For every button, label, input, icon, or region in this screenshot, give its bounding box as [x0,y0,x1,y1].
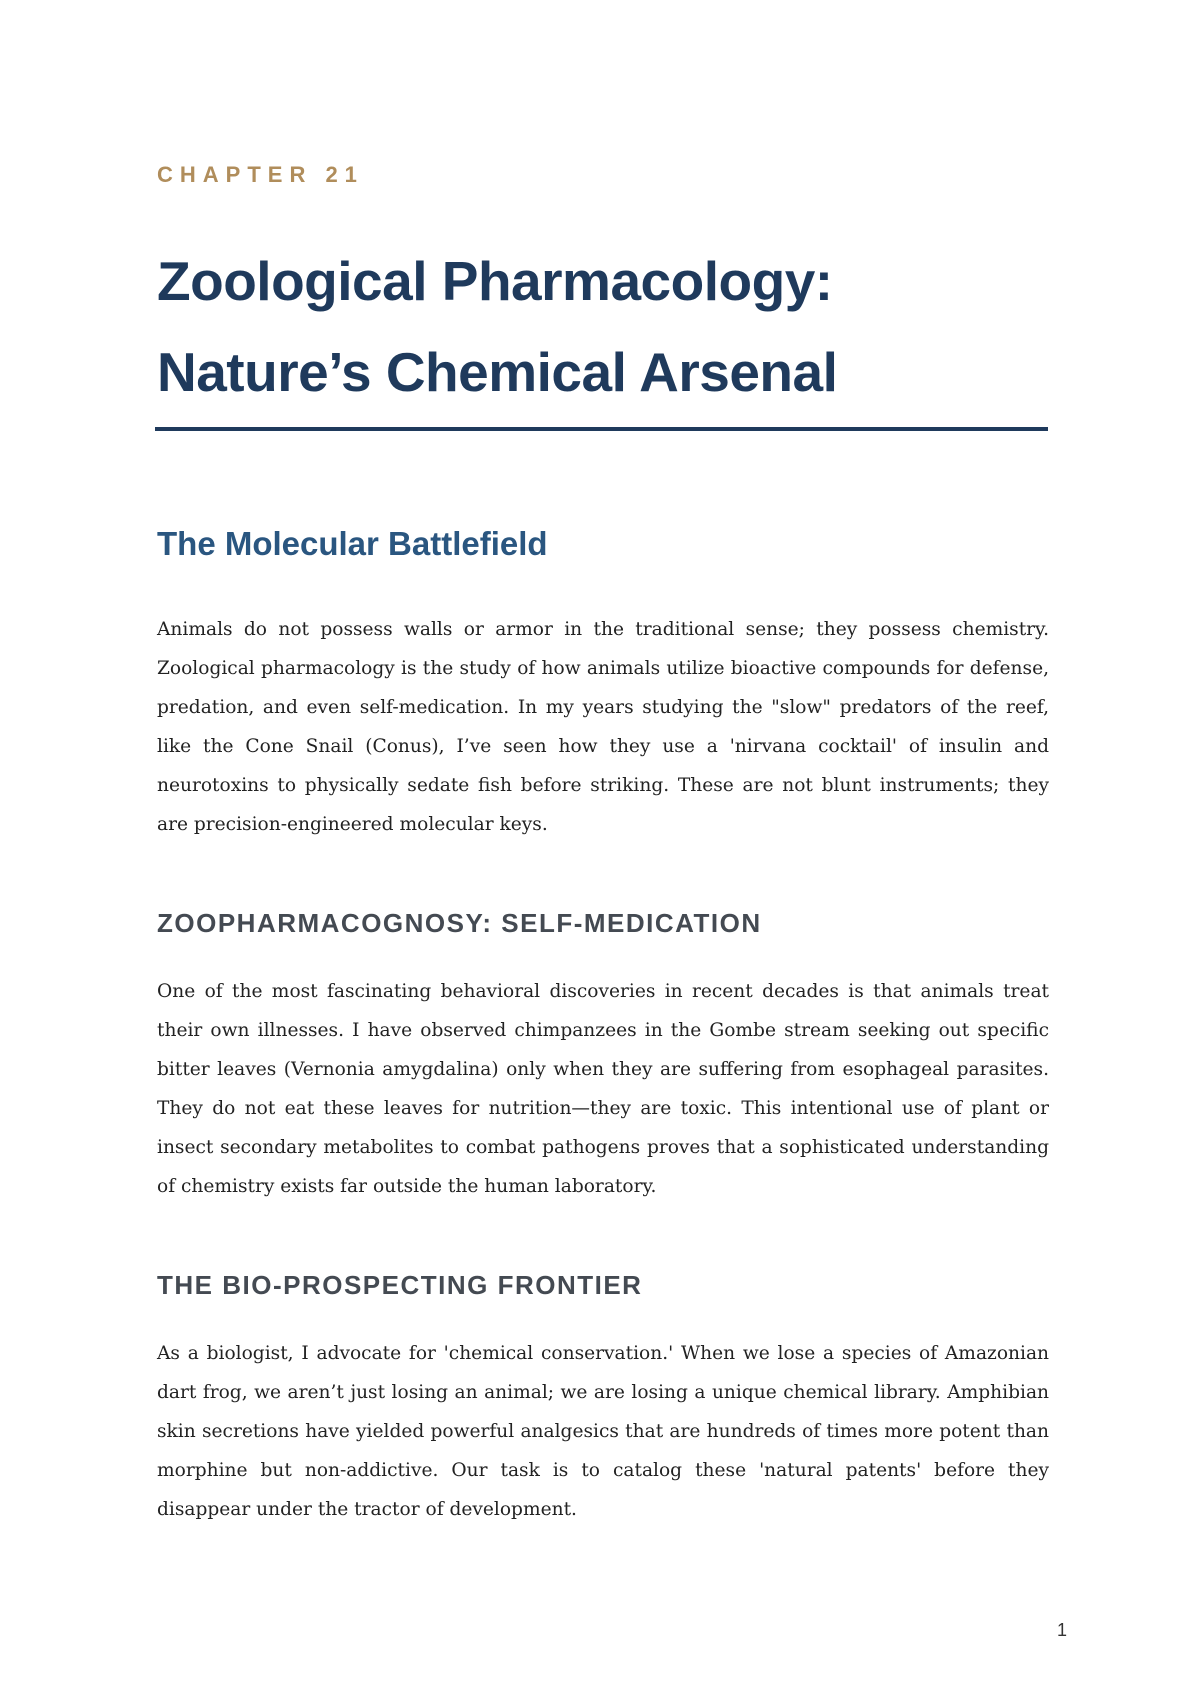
chapter-label: CHAPTER 21 [157,162,364,187]
subsection-paragraph-bio-prospecting: As a biologist, I advocate for 'chemical conservation.' When we lose a species of Amazonian dart frog, we aren’t just losing an animal; we are losing a unique chemical library. Amphibian skin secretions have yielded powerful analgesics that are hundreds of times more potent than morphine but non-addictive. Our task is to catalog these 'natural patents' before they disappear under the tractor of development. [157,1343,1049,1520]
chapter-title-line-2: Nature’s Chemical Arsenal [157,341,838,403]
chapter-title-line-1: Zoological Pharmacology: [157,250,833,312]
subsection-paragraph-self-medication: One of the most fascinating behavioral discoveries in recent decades is that animals treat their own illnesses. I have observed chimpanzees in the Gombe stream seeking out specific bitter leaves (Vernonia amygdalina) only when they are suffering from esophageal parasites. They do not eat these leaves for nutrition—they are toxic. This intentional use of plant or insect secondary metabolites to combat pathogens proves that a sophisticated understanding of chemistry exists far outside the human laboratory. [157,981,1049,1197]
chapter-title [157,236,1057,418]
page-number: 1 [1056,1620,1067,1640]
subsection-heading-bio-prospecting: THE BIO-PROSPECTING FRONTIER [157,1270,643,1300]
section-paragraph: Animals do not possess walls or armor in the traditional sense; they possess chemistry. Zoological pharmacology is the study of how animals utilize bioactive compounds for defense, predation, and even self-medication. In my years studying the "slow" predators of the reef, like the Cone Snail (Conus), I’ve seen how they use a 'nirvana cocktail' of insulin and neurotoxins to physically sedate fish before striking. These are not blunt instruments; they are precision-engineered molecular keys. [157,619,1049,835]
section-heading: The Molecular Battlefield [157,525,548,562]
subsection-heading-self-medication: ZOOPHARMACOGNOSY: SELF-MEDICATION [157,908,762,938]
title-divider [155,427,1048,431]
